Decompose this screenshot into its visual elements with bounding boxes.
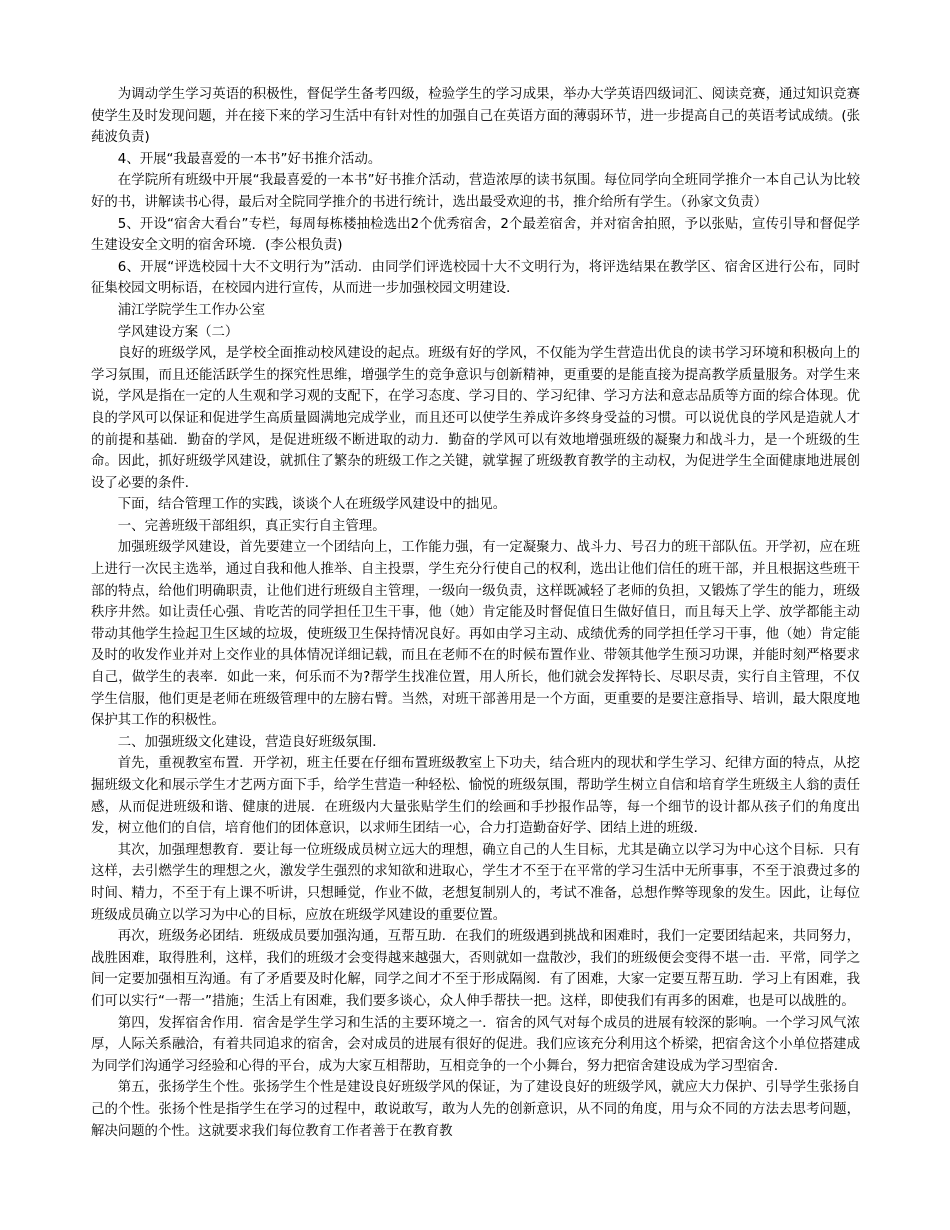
- item-6-campus-civility: 6、开展“评选校园十大不文明行为”活动．由同学们评选校园十大不文明行为，将评选结果在教学区、宿舍区进行公布，同时征集校园文明标语，在校园内进行宣传，从而进一步加强校园文明建设．: [91, 259, 860, 297]
- paragraph-transition: 下面，结合管理工作的实践，谈谈个人在班级学风建设中的拙见。: [117, 497, 507, 513]
- paragraph-english-contest: 为调动学生学习英语的积极性，督促学生备考四级，检验学生的学习成果，举办大学英语四级词汇、阅读竞赛，通过知识竞赛使学生及时发现问题，并在接下来的学习生活中有针对性的加强自己在英语方面的薄弱环节，进一步提高自己的英语考试成绩。(张莼波负责): [91, 87, 860, 146]
- paragraph-class-cadre: 加强班级学风建设，首先要建立一个团结向上，工作能力强，有一定凝聚力、战斗力、号召力的班干部队伍。开学初，应在班上进行一次民主选举，通过自我和他人推举、自主投票，学生充分行使自己的权利，选出让他们信任的班干部，并且根据这些班干部的特点，给他们明确职责，让他们进行班级自主管理，一级向一级负责，这样既减轻了老师的负担，又锻炼了学生的能力，班级秩序井然。如让责任心强、肯吃苦的同学担任卫生干事，他（她）肯定能及时督促值日生做好值日，而且每天上学、放学都能主动带动其他学生捡起卫生区域的垃圾，使班级卫生保持情况良好。再如由学习主动、成绩优秀的同学担任学习干事，他（她）肯定能及时的收发作业并对上交作业的具体情况详细记载，而且在老师不在的时候布置作业、带领其他学生预习功课，并能时刻严格要求自己，做学生的表率．如此一来，何乐而不为?帮学生找准位置，用人所长，他们就会发挥特长、尽职尽责，实行自主管理，不仅学生信服，他们更是老师在班级管理中的左膀右臂。当然，对班干部善用是一个方面，更重要的是要注意指导、培训，最大限度地保护其工作的积极性。: [91, 540, 860, 729]
- heading-section-2: 二、加强班级文化建设，营造良好班级氛围．: [117, 734, 386, 750]
- paragraph-study-style-intro: 良好的班级学风，是学校全面推动校风建设的起点。班级有好的学风，不仅能为学生营造出优良的读书学习环境和积极向上的学习氛围，而且还能活跃学生的探究性思维，增强学生的竞争意识与创新精神，更重要的是能直接为提高教学质量服务。对学生来说，学风是指在一定的人生观和学习观的支配下，在学习态度、学习目的、学习纪律、学习方法和意志品质等方面的综合体现。优良的学风可以保证和促进学生高质量圆满地完成学业，而且还可以使学生养成许多终身受益的习惯。可以说优良的学风是造就人才的前提和基础．勤奋的学风，是促进班级不断进取的动力．勤奋的学风可以有效地增强班级的凝聚力和战斗力，是一个班级的生命。因此，抓好班级学风建设，就抓住了繁杂的班级工作之关键，就掌握了班级教育教学的主动权，为促进学生全面健康地进展创设了必要的条件．: [91, 346, 860, 491]
- paragraph-unity: 再次，班级务必团结．班级成员要加强沟通，互帮互助．在我们的班级遇到挑战和困难时，我们一定要团结起来，共同努力，战胜困难，取得胜利，这样，我们的班级才会变得越来越强大，否则就如一盘散沙，我们的班级便会变得不堪一击．平常，同学之间一定要加强相互沟通。有了矛盾要及时化解，同学之间才不至于形成隔阂．有了困难，大家一定要互帮互助．学习上有困难，我们可以实行“一帮一”措施；生活上有困难，我们要多谈心，众人伸手帮扶一把。这样，即使我们有再多的困难，也是可以战胜的。: [91, 929, 860, 1009]
- paragraph-student-personality: 第五，张扬学生个性。张扬学生个性是建设良好班级学风的保证，为了建设良好的班级学风，就应大力保护、引导学生张扬自己的个性。张扬个性是指学生在学习的过程中，敢说敢写，敢为人先的创新意识，从不同的角度，用与众不同的方法去思考问题，解决问题的个性。这就要求我们每位教育工作者善于在教育教: [91, 1080, 860, 1139]
- office-signature: 浦江学院学生工作办公室: [117, 302, 266, 318]
- paragraph-classroom-layout: 首先，重视教室布置．开学初，班主任要在仔细布置班级教室上下功夫，结合班内的现状和学生学习、纪律方面的特点，从挖掘班级文化和展示学生才艺两方面下手，给学生营造一种轻松、愉悦的班级氛围，帮助学生树立自信和培育学生班级主人翁的责任感，从而促进班级和谐、健康的进展．在班级内大量张贴学生们的绘画和手抄报作品等，每一个细节的设计都从孩子们的角度出发，树立他们的自信，培育他们的团体意识，以求师生团结一心，合力打造勤奋好学、团结上进的班级．: [91, 756, 860, 837]
- paragraph-ideal-education: 其次，加强理想教育．要让每一位班级成员树立远大的理想，确立自己的人生目标，尤其是确立以学习为中心这个目标．只有这样，去引燃学生的理想之火，激发学生强烈的求知欲和进取心，学生才不至于在平常的学习生活中无所事事，不至于浪费过多的时间、精力，不至于有上课不听讲，只想睡觉，作业不做，老想复制别人的，考试不准备，总想作弊等现象的发生。因此，让每位班级成员确立以学习为中心的目标，应放在班级学风建设的重要位置。: [91, 842, 860, 923]
- paragraph-book-recommendation: 在学院所有班级中开展“我最喜爱的一本书”好书推介活动，营造浓厚的读书氛围。每位同学向全班同学推介一本自己认为比较好的书，讲解读书心得，最后对全院同学推介的书进行统计，选出最受欢迎的书，推介给所有学生。（孙家文负责）: [91, 173, 860, 210]
- item-5-dormitory: 5、开设“宿舍大看台”专栏，每周每栋楼抽检选出2个优秀宿舍，2个最差宿舍，并对宿舍拍照，予以张贴，宣传引导和督促学生建设安全文明的宿舍环境．(李公根负责): [91, 216, 860, 254]
- paragraph-dormitory-role: 第四，发挥宿舍作用．宿舍是学生学习和生活的主要环境之一．宿舍的风气对每个成员的进展有较深的影响。一个学习风气浓厚，人际关系融洽，有着共同追求的宿舍，会对成员的进展有很好的促进。我们应该充分利用这个桥梁，把宿舍这个小单位搭建成为同学们沟通学习经验和心得的平台，成为大家互相帮助，互相竞争的一个小舞台，努力把宿舍建设成为学习型宿舍．: [91, 1015, 860, 1074]
- heading-section-1: 一、完善班级干部组织，真正实行自主管理。: [117, 518, 386, 534]
- section-title-plan-2: 学风建设方案（二）: [117, 324, 239, 340]
- item-4-heading: 4、开展“我最喜爱的一本书”好书推介活动。: [117, 151, 382, 167]
